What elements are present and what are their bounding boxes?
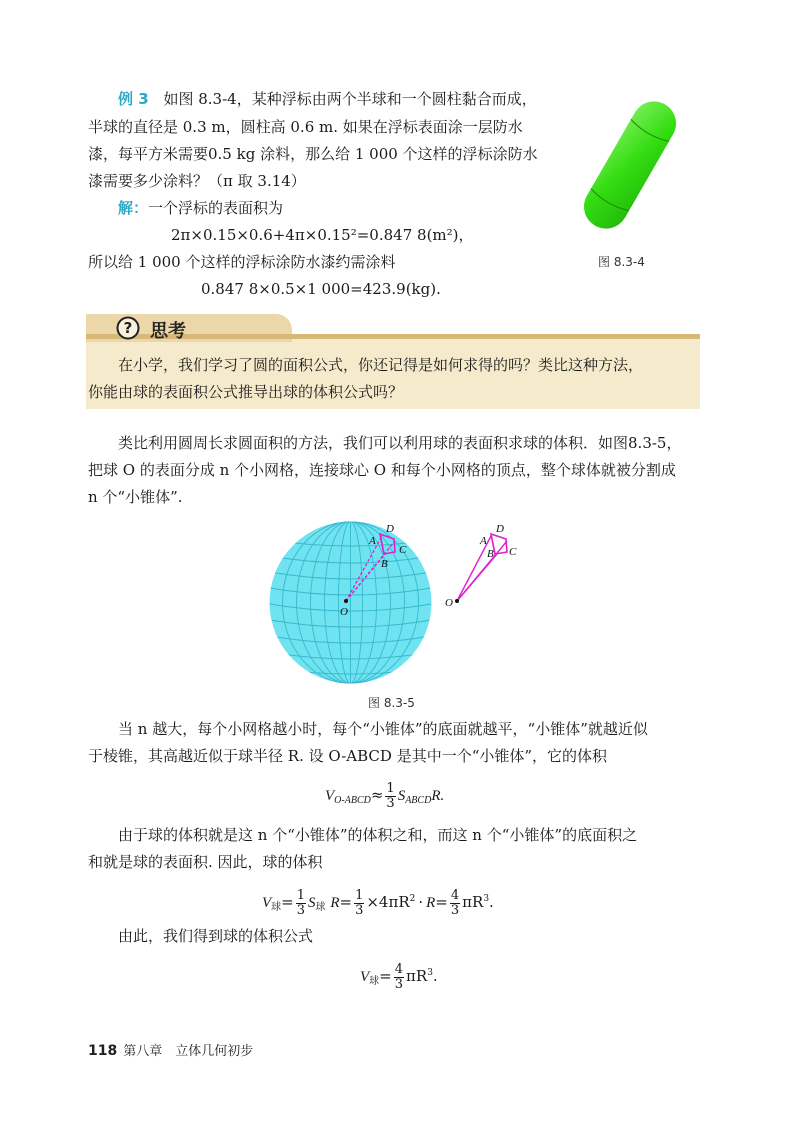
question-mark-icon <box>116 316 140 340</box>
sphere-label-O: O <box>340 606 348 618</box>
cone-label-C: C <box>509 546 517 558</box>
formula-paint-total: 0.847 8×0.5×1 000=423.9(kg). <box>201 280 441 298</box>
small-cone-figure <box>440 520 530 620</box>
cone-label-B: B <box>487 548 494 560</box>
para4: 由此，我们得到球的体积公式 <box>118 927 314 945</box>
chapter-title: 第八章 立体几何初步 <box>123 1044 254 1059</box>
think-title: 思考 <box>150 321 186 342</box>
svg-text:?: ? <box>123 319 133 337</box>
para1-line-1: 类比利用圆周长求圆面积的方法，我们可以利用球的表面积求球的体积．如图8.3-5， <box>118 434 682 452</box>
equation-sphere-volume: $V_球=$ $\frac{4}{3}$ $\pi R^3$. <box>360 961 438 992</box>
think-line-1: 在小学，我们学习了圆的面积公式，你还记得是如何求得的吗？类比这种方法， <box>118 356 644 374</box>
para2-line-1: 当 n 越大，每个小网格越小时，每个“小锥体”的底面就越平，“小锥体”就越近似 <box>118 720 648 738</box>
sphere-label-B: B <box>381 558 388 570</box>
para1-line-3: n 个“小锥体”. <box>88 488 183 506</box>
sphere-figure <box>268 520 433 685</box>
para1-line-2: 把球 O 的表面分成 n 个小网格，连接球心 O 和每个小网格的顶点，整个球体就被分割成 <box>88 461 676 479</box>
think-line-2: 你能由球的表面积公式推导出球的体积公式吗？ <box>88 383 404 401</box>
example-line-2: 半球的直径是 0.3 m，圆柱高 0.6 m. 如果在浮标表面涂一层防水 <box>88 118 523 136</box>
example-label: 例 3 <box>118 90 149 108</box>
capsule-buoy-figure <box>560 90 700 240</box>
para3-line-1: 由于球的体积就是这 n 个“小锥体”的体积之和，而这 n 个“小锥体”的底面积之 <box>118 826 638 844</box>
example-line-1: 例 3 如图 8.3-4，某种浮标由两个半球和一个圆柱黏合而成， <box>118 90 537 108</box>
cone-label-D: D <box>496 523 504 535</box>
page-footer <box>88 1040 253 1059</box>
solution-label: 解： <box>118 199 149 217</box>
solution-line-1: 解：一个浮标的表面积为 <box>118 199 284 217</box>
equation-cone-volume: $V_{O-ABCD}\approx$ $\frac{1}{3}$ $S_{ABCD}R$. <box>325 780 445 811</box>
figure-caption-8-3-5: 图 8.3-5 <box>368 696 415 710</box>
sphere-label-D: D <box>386 523 394 535</box>
cone-label-O: O <box>445 597 453 609</box>
para2-line-2: 于棱锥，其高越近似于球半径 R. 设 O-ABCD 是其中一个“小锥体”，它的体积 <box>88 747 608 765</box>
solution-line-2: 所以给 1 000 个这样的浮标涂防水漆约需涂料 <box>88 253 396 271</box>
sphere-label-A: A <box>369 535 376 547</box>
sphere-label-C: C <box>399 544 407 556</box>
equation-sphere-volume-derivation: $V_球=$ $\frac{1}{3}$ $S_球$ R= $\frac{1}{3}$ $\times 4\pi R^2 \cdot R=$ $\frac{4}{3}$ $\pi R^3$. <box>262 887 494 918</box>
example-line-4: 漆需要多少涂料？（π 取 3.14） <box>88 172 306 190</box>
para3-line-2: 和就是球的表面积. 因此，球的体积 <box>88 853 323 871</box>
example-line-3: 漆，每平方米需要0.5 kg 涂料，那么给 1 000 个这样的浮标涂防水 <box>88 145 538 163</box>
cone-label-A: A <box>480 535 487 547</box>
page-number: 118 <box>88 1043 118 1059</box>
formula-surface-area: 2π×0.15×0.6+4π×0.15²=0.847 8(m²)， <box>171 226 474 244</box>
figure-caption-8-3-4: 图 8.3-4 <box>598 255 645 269</box>
